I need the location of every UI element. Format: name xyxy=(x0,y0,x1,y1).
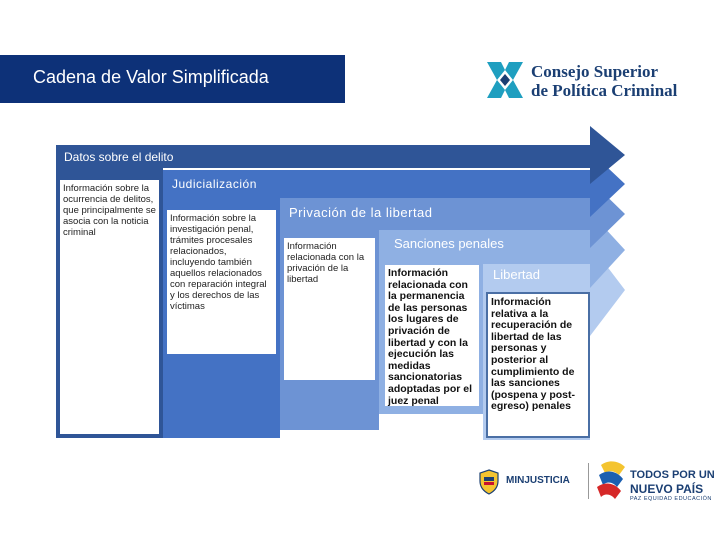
stage-box-judicializacion xyxy=(165,208,278,356)
logo-line-2: de Política Criminal xyxy=(531,81,678,100)
slogan-line-1: TODOS POR UN xyxy=(630,469,715,481)
slogan-line-2: NUEVO PAÍS xyxy=(630,482,704,496)
shield-icon xyxy=(478,469,500,495)
minjusticia-logo xyxy=(466,463,589,499)
stage-box-datos xyxy=(58,178,161,436)
colombia-flag-icon xyxy=(597,457,627,503)
nuevo-pais-logo xyxy=(597,455,715,505)
stage-text-judicializacion: Información sobre la investigación penal, trámites procesales relacionados, incluyendo también aquellos relacionados con reparación integral y los derechos de las víctimas xyxy=(170,213,267,312)
slogan-line-3: PAZ EQUIDAD EDUCACIÓN xyxy=(630,496,712,502)
stage-label-libertad: Libertad xyxy=(493,267,540,282)
stage-label-sanciones: Sanciones penales xyxy=(394,236,504,251)
stage-box-sanciones xyxy=(383,263,481,408)
page-title: Cadena de Valor Simplificada xyxy=(33,67,269,87)
stage-text-datos: Información sobre la ocurrencia de delitos, que principalmente se asocia con la noticia criminal xyxy=(63,183,156,238)
stage-label-judicializacion: Judicialización xyxy=(172,177,257,191)
stage-box-privacion xyxy=(282,236,377,382)
stage-box-libertad xyxy=(486,292,590,438)
stage-text-privacion: Información relacionada con la privación de la libertad xyxy=(287,241,365,285)
stage-label-datos: Datos sobre el delito xyxy=(64,150,174,164)
stage-text-sanciones: Información relacionada con la permanencia de las personas los lugares de privación de libertad y con la ejecución las medidas sancionatorias adoptadas por el juez penal xyxy=(388,267,473,407)
stage-text-libertad: Información relativa a la recuperación de libertad de las personas y posterior al cumplimiento de las sanciones (pospena y post-egreso) penales xyxy=(491,296,576,413)
logo-line-1: Consejo Superior xyxy=(531,62,659,81)
stage-label-privacion: Privación de la libertad xyxy=(289,205,433,220)
minjusticia-text: MINJUSTICIA xyxy=(506,475,570,486)
